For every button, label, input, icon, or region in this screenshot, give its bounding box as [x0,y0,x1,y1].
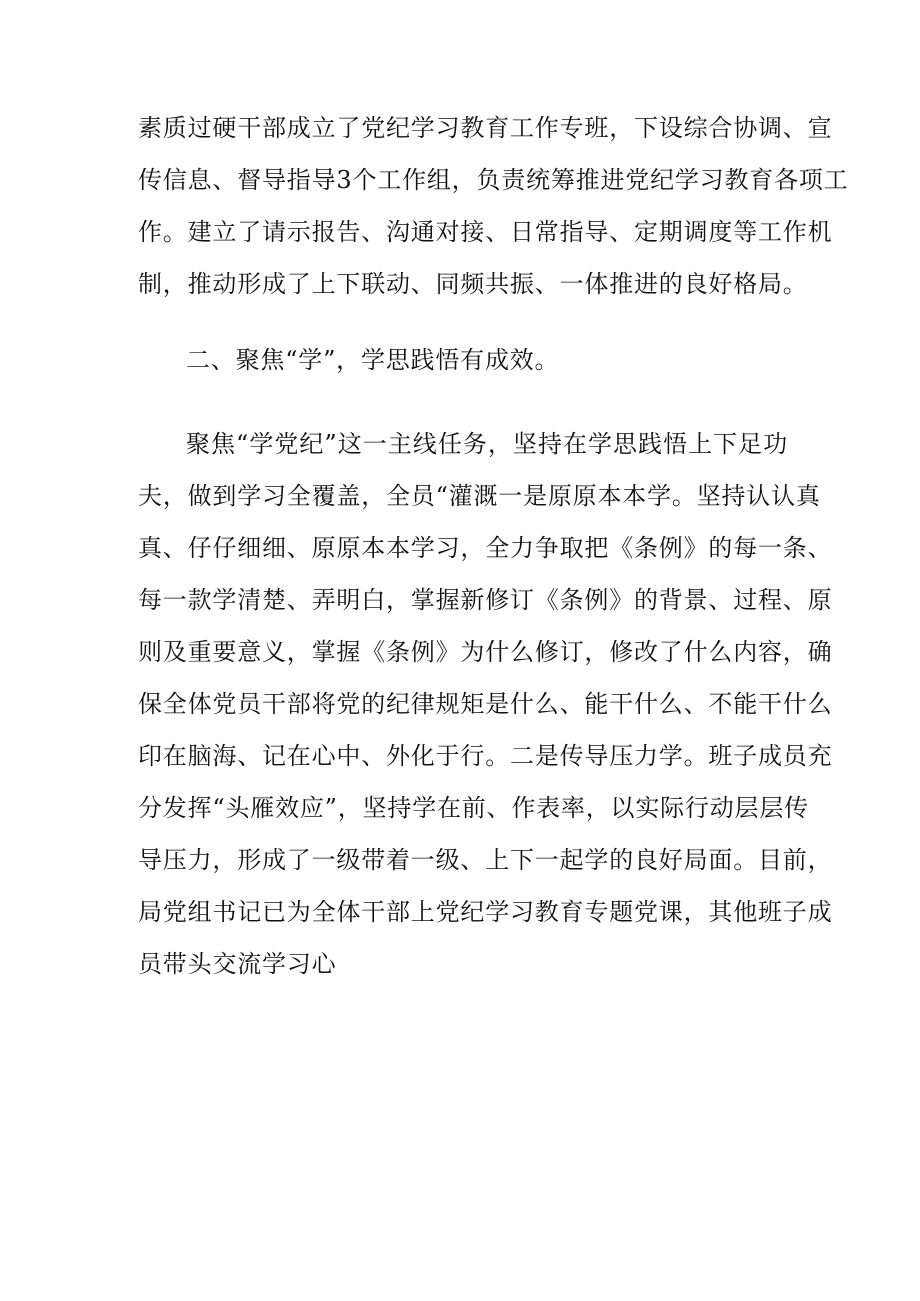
paragraph-1 [138,102,849,310]
paragraph-line: 保全体党员干部将党的纪律规矩是什么、能干什么、不能干什么 [138,690,833,718]
paragraph-line: 传信息、督导指导3个工作组，负责统筹推进党纪学习教育各项工 [138,166,849,194]
paragraph-line: 制，推动形成了上下联动、同频共振、一体推进的良好格局。 [138,270,808,298]
paragraph-line: 素质过硬干部成立了党纪学习教育工作专班，下设综合协调、宣 [138,114,833,142]
section-heading-text: 二、聚焦“学”，学思践悟有成效。 [186,346,560,374]
paragraph-line: 每一款学清楚、弄明白，掌握新修订《条例》的背景、过程、原 [138,586,833,614]
paragraph-line: 聚焦“学党纪”这一主线任务，坚持在学思践悟上下足功 [186,430,788,458]
section-heading [138,334,788,386]
paragraph-line: 作。建立了请示报告、沟通对接、日常指导、定期调度等工作机 [138,218,833,246]
paragraph-line: 分发挥“头雁效应”，坚持学在前、作表率，以实际行动层层传 [138,794,809,822]
paragraph-2 [138,418,833,990]
paragraph-line: 夫，做到学习全覆盖，全员“灌溉一是原原本本学。坚持认认真 [138,482,821,510]
paragraph-line: 员带头交流学习心 [138,950,337,978]
paragraph-line: 导压力，形成了一级带着一级、上下一起学的良好局面。目前， [138,846,833,874]
paragraph-line: 局党组书记已为全体干部上党纪学习教育专题党课，其他班子成 [138,898,833,926]
paragraph-line: 印在脑海、记在心中、外化于行。二是传导压力学。班子成员充 [138,742,833,770]
paragraph-line: 则及重要意义，掌握《条例》为什么修订，修改了什么内容，确 [138,638,833,666]
paragraph-line: 真、仔仔细细、原原本本学习，全力争取把《条例》的每一条、 [138,534,833,562]
